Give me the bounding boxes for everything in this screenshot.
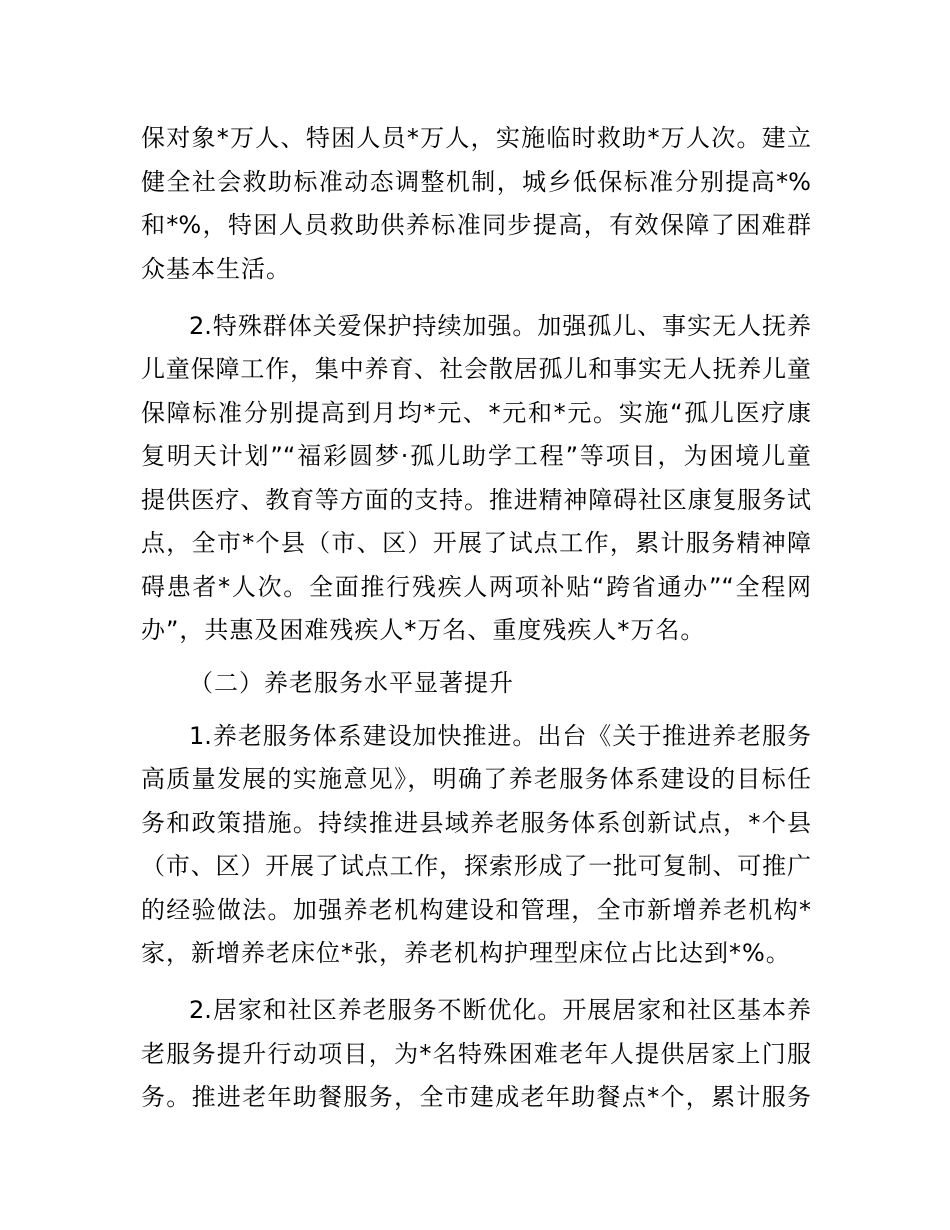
text-line: 家，新增养老床位*张，养老机构护理型床位占比达到*%。: [141, 939, 791, 967]
text-line: 健全社会救助标准动态调整机制，城乡低保标准分别提高*%: [141, 168, 811, 196]
text-line: 儿童保障工作，集中养育、社会散居孤儿和事实无人抚养儿童: [141, 355, 811, 383]
text-line: 保障标准分别提高到月均*元、*元和*元。实施“孤儿医疗康: [141, 399, 811, 427]
text-line: 务。推进老年助餐服务，全市建成老年助餐点*个，累计服务: [141, 1083, 811, 1111]
text-line: 高质量发展的实施意见》，明确了养老服务体系建设的目标任: [141, 765, 811, 793]
text-line: 务和政策措施。持续推进县域养老服务体系创新试点，*个县: [141, 809, 811, 837]
text-line: 1.养老服务体系建设加快推进。出台《关于推进养老服务: [189, 722, 811, 750]
text-line: 提供医疗、教育等方面的支持。推进精神障碍社区康复服务试: [141, 486, 811, 514]
text-line: 老服务提升行动项目，为*名特殊困难老年人提供居家上门服: [141, 1040, 811, 1068]
text-line: 2.居家和社区养老服务不断优化。开展居家和社区基本养: [189, 996, 811, 1024]
section-heading: （二）养老服务水平显著提升: [189, 669, 514, 697]
text-line: 碍患者*人次。全面推行残疾人两项补贴“跨省通办”“全程网: [141, 573, 811, 601]
text-line: 和*%，特困人员救助供养标准同步提高，有效保障了困难群: [141, 211, 811, 239]
text-line: 的经验做法。加强养老机构建设和管理，全市新增养老机构*: [141, 896, 811, 924]
text-line: 点，全市*个县（市、区）开展了试点工作，累计服务精神障: [141, 529, 811, 557]
text-line: 复明天计划”“福彩圆梦·孤儿助学工程”等项目，为困境儿童: [141, 442, 811, 470]
text-line: 办”，共惠及困难残疾人*万名、重度残疾人*万名。: [141, 616, 706, 644]
text-line: 众基本生活。: [141, 255, 291, 283]
text-line: 保对象*万人、特困人员*万人，实施临时救助*万人次。建立: [141, 124, 811, 152]
text-line: 2.特殊群体关爱保护持续加强。加强孤儿、事实无人抚养: [189, 312, 811, 340]
text-line: （市、区）开展了试点工作，探索形成了一批可复制、可推广: [141, 852, 811, 880]
